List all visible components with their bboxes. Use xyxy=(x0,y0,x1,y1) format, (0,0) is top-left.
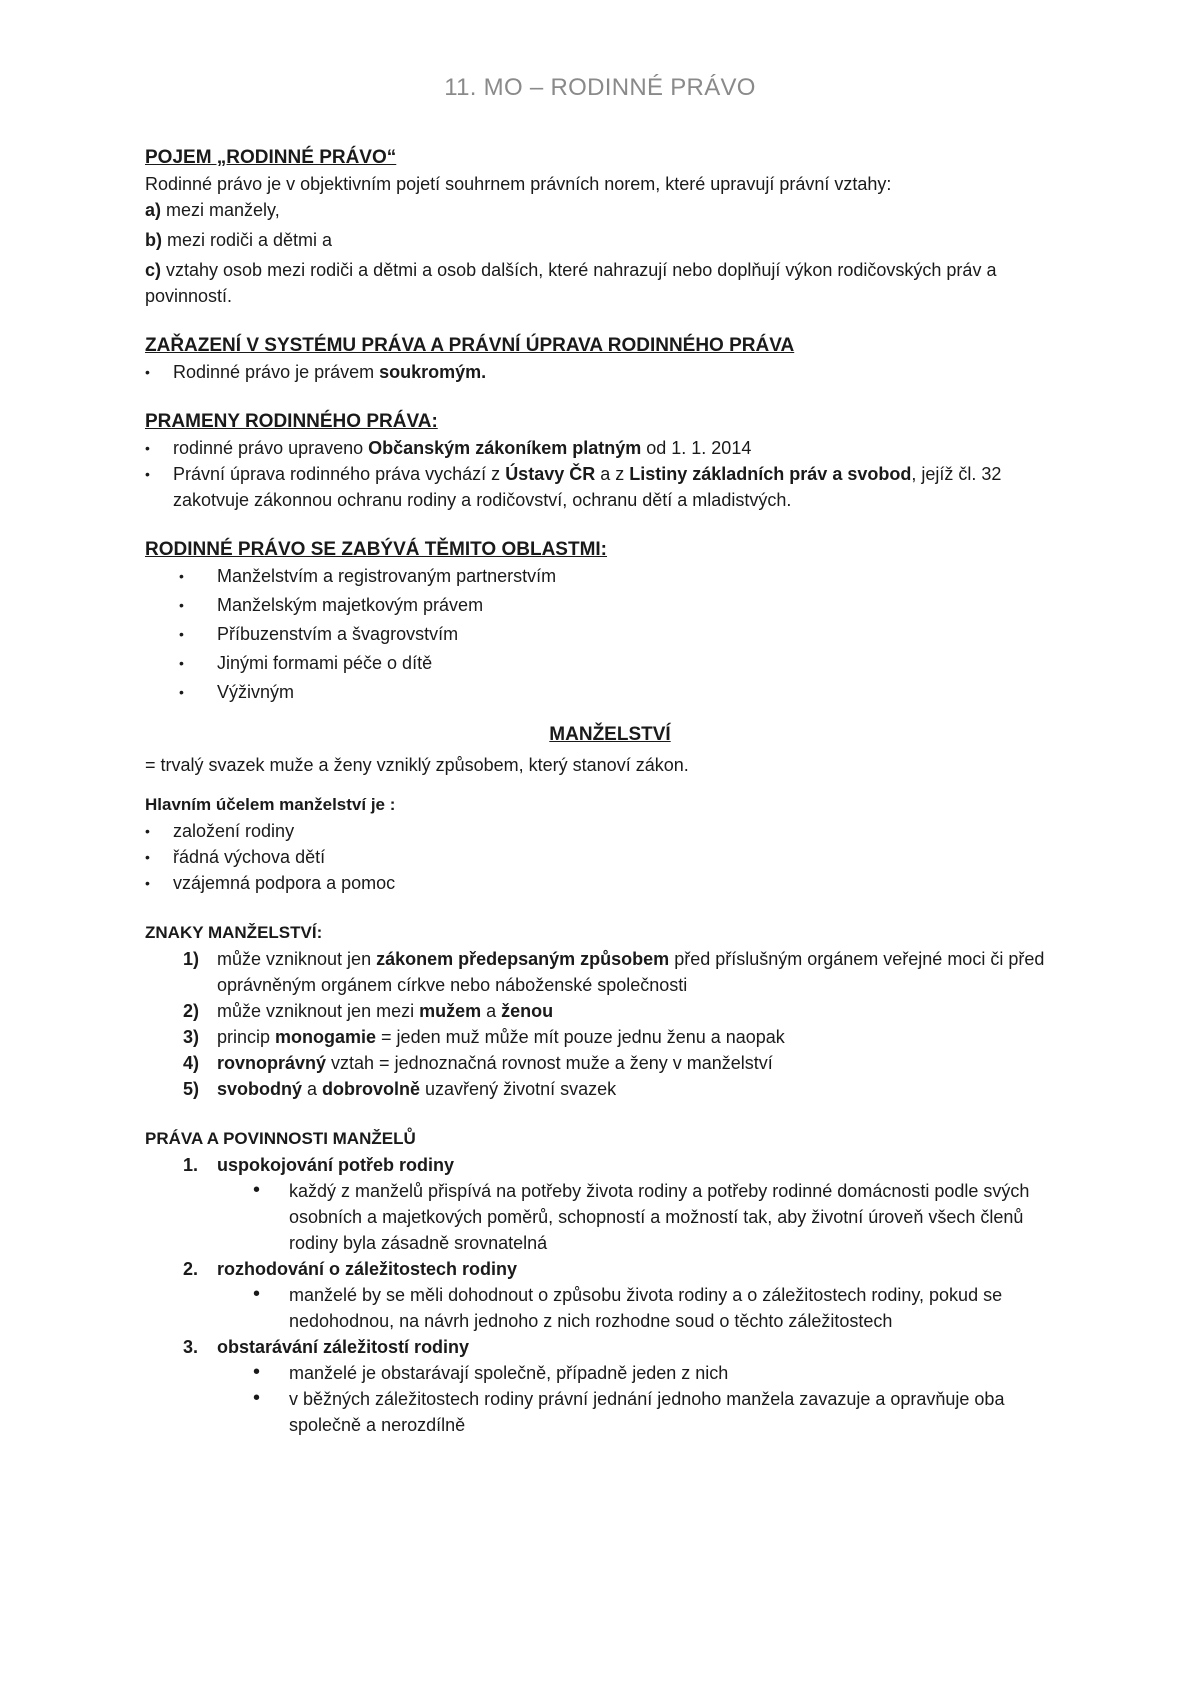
list-number: 1. xyxy=(183,1155,199,1175)
list-item-text: , jejíž čl. 32 zakotvuje zákonnou ochranu rodiny a rodičovství, ochranu dětí a mladistvých. xyxy=(173,464,1002,510)
list-item xyxy=(145,1024,1075,1050)
list-number: 2. xyxy=(183,1259,199,1279)
list-item-text: a z xyxy=(595,464,630,484)
purpose-list xyxy=(145,818,1075,896)
list-item: • Manželstvím a registrovaným partnerstvím xyxy=(145,563,1075,589)
list-item: • Manželským majetkovým právem xyxy=(145,592,1075,618)
list-number: 2) xyxy=(183,1001,200,1021)
list-item-bold: zákonem předepsaným způsobem xyxy=(376,949,670,969)
document-title: 11. MO – RODINNÉ PRÁVO xyxy=(444,74,756,101)
list-item-text: vztah = jednoznačná rovnost muže a ženy v manželství xyxy=(326,1053,773,1073)
section-heading-prava-povinnosti: PRÁVA A POVINNOSTI MANŽELŮ xyxy=(145,1129,416,1148)
list-number: 4) xyxy=(183,1053,200,1073)
list-item-bold: ženou xyxy=(501,1001,554,1021)
point-c-text: vztahy osob mezi rodiči a dětmi a osob dalších, které nahrazují nebo doplňují výkon rodičovských práv a povinností. xyxy=(145,260,997,306)
list-item-title: obstarávání záležitostí rodiny xyxy=(217,1337,470,1357)
prameny-list xyxy=(145,435,1075,513)
list-number: 1) xyxy=(183,949,200,969)
point-a-label: a) xyxy=(145,200,162,220)
section-heading-prameny: PRAMENY RODINNÉHO PRÁVA: xyxy=(145,411,438,432)
point-a xyxy=(145,197,1075,223)
list-item: • Příbuzenstvím a švagrovstvím xyxy=(145,621,1075,647)
list-item-bold: monogamie xyxy=(275,1027,377,1047)
list-item-bold: Ústavy ČR xyxy=(505,464,596,484)
list-item xyxy=(145,359,1075,385)
list-number: 3. xyxy=(183,1337,199,1357)
list-item xyxy=(145,461,1075,513)
document-body xyxy=(145,145,1075,1438)
list-item-bold: svobodný xyxy=(217,1079,303,1099)
section-heading-znaky: ZNAKY MANŽELSTVÍ: xyxy=(145,923,323,942)
sub-list-item: • manželé by se měli dohodnout o způsobu života rodiny a o záležitostech rodiny, pokud se nedohodnou, na návrh jednoho z nich rozhodne soud o těchto záležitostech xyxy=(145,1282,1075,1334)
znaky-list xyxy=(145,946,1075,1102)
point-b-label: b) xyxy=(145,230,162,250)
list-item-text: Rodinné právo je právem xyxy=(173,362,380,382)
sub-list xyxy=(217,1282,1075,1334)
list-item xyxy=(145,1256,1075,1334)
list-number: 5) xyxy=(183,1079,200,1099)
sub-list-item: • v běžných záležitostech rodiny právní jednání jednoho manžela zavazuje a opravňuje oba společně a nerozdílně xyxy=(145,1386,1075,1438)
list-item-text: a xyxy=(302,1079,323,1099)
list-item-text: = jeden muž může mít pouze jednu ženu a naopak xyxy=(376,1027,785,1047)
list-item-text: může vzniknout jen mezi xyxy=(217,1001,420,1021)
point-c-label: c) xyxy=(145,260,162,280)
point-b xyxy=(145,227,1075,253)
list-item-bold: dobrovolně xyxy=(322,1079,421,1099)
list-item-title: rozhodování o záležitostech rodiny xyxy=(217,1259,518,1279)
list-item: • řádná výchova dětí xyxy=(145,844,1075,870)
sub-list xyxy=(217,1178,1075,1256)
sub-list-item: • manželé je obstarávají společně, případně jeden z nich xyxy=(145,1360,1075,1386)
definition-text: = trvalý svazek muže a ženy vzniklý způsobem, který stanoví zákon. xyxy=(145,755,689,775)
list-item-title: uspokojování potřeb rodiny xyxy=(217,1155,455,1175)
section-heading-zarazeni: ZAŘAZENÍ V SYSTÉMU PRÁVA A PRÁVNÍ ÚPRAVA RODINNÉHO PRÁVA xyxy=(145,335,795,356)
list-item: • založení rodiny xyxy=(145,818,1075,844)
point-c xyxy=(145,257,1075,309)
list-item-text: může vzniknout jen xyxy=(217,949,377,969)
paragraph-intro: Rodinné právo je v objektivním pojetí souhrnem právních norem, které upravují právní vztahy: xyxy=(145,174,892,194)
list-item-text: Právní úprava rodinného práva vychází z xyxy=(173,464,506,484)
purpose-label: Hlavním účelem manželství je : xyxy=(145,795,396,814)
section-heading-manzelstvi: MANŽELSTVÍ xyxy=(549,724,671,745)
list-item-bold: Listiny základních práv a svobod xyxy=(629,464,912,484)
list-item xyxy=(145,1050,1075,1076)
prava-list xyxy=(145,1152,1075,1438)
list-item-text: od 1. 1. 2014 xyxy=(641,438,752,458)
list-item xyxy=(145,435,1075,461)
oblasti-list xyxy=(145,563,1075,705)
zarazeni-list xyxy=(145,359,1075,385)
list-item-text: a xyxy=(481,1001,502,1021)
point-b-text: mezi rodiči a dětmi a xyxy=(162,230,333,250)
section-heading-oblasti: RODINNÉ PRÁVO SE ZABÝVÁ TĚMITO OBLASTMI: xyxy=(145,539,608,560)
list-item-bold: soukromým. xyxy=(379,362,487,382)
list-item-bold: mužem xyxy=(419,1001,482,1021)
section-heading-pojem: POJEM „RODINNÉ PRÁVO“ xyxy=(145,147,397,168)
list-item xyxy=(145,946,1075,998)
list-item: • Výživným xyxy=(145,679,1075,705)
list-number: 3) xyxy=(183,1027,200,1047)
list-item-text: rodinné právo upraveno xyxy=(173,438,369,458)
list-item: • Jinými formami péče o dítě xyxy=(145,650,1075,676)
list-item: • vzájemná podpora a pomoc xyxy=(145,870,1075,896)
sub-list xyxy=(217,1360,1075,1438)
list-item xyxy=(145,998,1075,1024)
point-a-text: mezi manžely, xyxy=(161,200,280,220)
sub-list-item: • každý z manželů přispívá na potřeby života rodiny a potřeby rodinné domácnosti podle svých osobních a majetkových poměrů, schopností a možností tak, aby životní úroveň všech členů rodiny byla zásadně srovnatelná xyxy=(145,1178,1075,1256)
list-item xyxy=(145,1334,1075,1438)
list-item-text: princip xyxy=(217,1027,276,1047)
list-item xyxy=(145,1152,1075,1256)
list-item-bold: rovnoprávný xyxy=(217,1053,327,1073)
list-item xyxy=(145,1076,1075,1102)
list-item-bold: Občanským zákoníkem platným xyxy=(368,438,642,458)
list-item-text: před příslušným orgánem veřejné moci či před oprávněným orgánem církve nebo náboženské společnosti xyxy=(217,949,1045,995)
list-item-text: uzavřený životní svazek xyxy=(420,1079,617,1099)
